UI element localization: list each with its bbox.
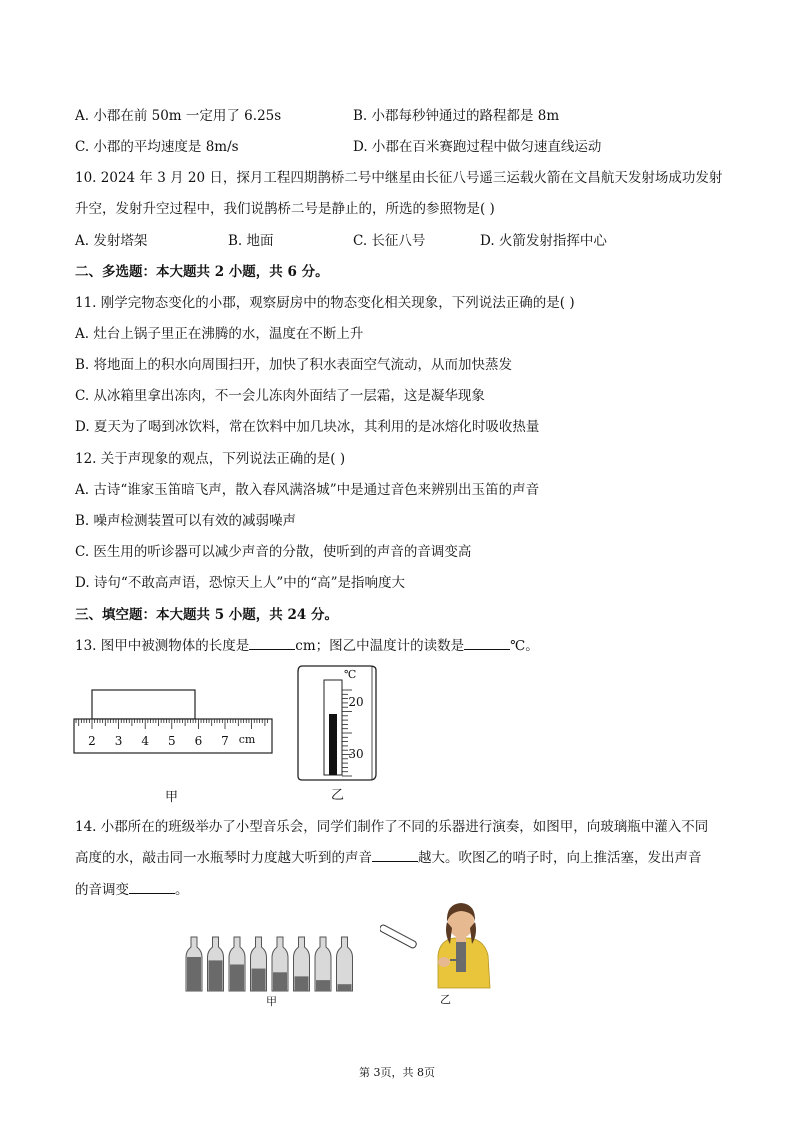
water-bottle	[186, 937, 202, 991]
ruler-label: 3	[114, 734, 123, 748]
q11-option-d: D. 夏天为了喝到冰饮料，常在饮料中加几块冰，其利用的是冰熔化时吸收热量	[75, 419, 540, 435]
ruler-label: 7	[221, 734, 229, 748]
ruler-figure	[72, 688, 277, 758]
q11-option-c: C. 从冰箱里拿出冻肉，不一会儿冻肉外面结了一层霜，这是凝华现象	[75, 388, 485, 404]
water-bottle	[229, 937, 245, 991]
q14-caption-b: 乙	[440, 993, 451, 1006]
water-bottles-figure	[182, 935, 360, 995]
q11-stem: 11. 刚学完物态变化的小郡，观察厨房中的物态变化相关现象，下列说法正确的是( )	[75, 295, 575, 311]
q10-stem-line1: 10. 2024 年 3 月 20 日，探月工程四期鹊桥二号中继星由长征八号遥三运载火箭在文昌航天发射场成功发射	[75, 170, 723, 186]
section-heading-fill-in: 三、填空题：本大题共 5 小题，共 24 分。	[75, 607, 338, 623]
thermometer-label: 20	[348, 695, 364, 709]
q13-text-3: ℃。	[510, 638, 539, 654]
q13-blank-temperature[interactable]	[464, 637, 510, 650]
q14-text-3a: 的音调变	[75, 882, 129, 898]
ruler-label: 6	[194, 734, 203, 748]
thermometer-label: 30	[348, 747, 364, 761]
q9-option-b: B. 小郡每秒钟通过的路程都是 8m	[353, 108, 560, 124]
q12-option-a: A. 古诗“谁家玉笛暗飞声，散入春风满洛城”中是通过音色来辨别出玉笛的声音	[75, 482, 540, 498]
q13-text-1: 13. 图甲中被测物体的长度是	[75, 638, 250, 654]
q12-option-d: D. 诗句“不敢高声语，恐惊天上人”中的“高”是指响度大	[75, 575, 406, 591]
water-bottle	[315, 937, 331, 991]
page-number-footer: 第 3页，共 8页	[359, 1066, 435, 1079]
thermometer-unit: ℃	[344, 668, 357, 681]
water-bottle	[251, 937, 267, 991]
q14-stem-line1: 14. 小郡所在的班级举办了小型音乐会，同学们制作了不同的乐器进行演奏，如图甲，向玻璃瓶中灌入不同	[75, 819, 709, 835]
section-heading-multiple-choice: 二、多选题：本大题共 2 小题，共 6 分。	[75, 264, 329, 280]
q14-text-2b: 越大。吹图乙的哨子时，向上推活塞，发出声音	[418, 850, 702, 866]
q14-stem-line2	[75, 846, 702, 866]
q9-option-d: D. 小郡在百米赛跑过程中做匀速直线运动	[353, 139, 602, 155]
q14-blank-pitch[interactable]	[129, 881, 175, 894]
q13-stem	[75, 634, 539, 654]
mercury-column	[329, 714, 337, 775]
q13-caption-a: 甲	[165, 790, 179, 805]
q13-blank-length[interactable]	[249, 637, 295, 650]
ruler-label: 2	[88, 734, 96, 748]
q11-option-a: A. 灶台上锅子里正在沸腾的水，温度在不断上升	[75, 326, 364, 342]
q11-option-b: B. 将地面上的积水向周围扫开，加快了积水表面空气流动，从而加快蒸发	[75, 357, 513, 373]
thermometer-figure	[296, 664, 378, 782]
q10-option-c: C. 长征八号	[353, 233, 426, 249]
q14-text-2a: 高度的水，敲击同一水瓶琴时力度越大听到的声音	[75, 850, 372, 866]
q10-option-d: D. 火箭发射指挥中心	[480, 233, 607, 249]
q12-option-b: B. 噪声检测装置可以有效的减弱噪声	[75, 513, 297, 529]
q14-stem-line3	[75, 878, 189, 898]
ruler-label: 5	[167, 734, 176, 748]
q14-text-3b: 。	[175, 882, 189, 898]
q13-text-2: cm；图乙中温度计的读数是	[295, 638, 465, 654]
water-bottle	[208, 937, 224, 991]
q14-blank-loudness[interactable]	[372, 849, 418, 862]
slide-whistle-icon	[380, 924, 417, 949]
girl-icon	[438, 903, 490, 988]
q10-option-a: A. 发射塔架	[75, 233, 148, 249]
water-bottle	[272, 937, 288, 991]
q10-option-b: B. 地面	[228, 233, 274, 249]
q9-option-a: A. 小郡在前 50m 一定用了 6.25s	[75, 108, 282, 124]
q13-caption-b: 乙	[331, 788, 345, 803]
girl-whistle-figure	[380, 900, 495, 990]
q10-stem-line2: 升空，发射升空过程中，我们说鹊桥二号是静止的，所选的参照物是( )	[75, 201, 495, 217]
measured-object	[92, 690, 195, 719]
q14-caption-a: 甲	[266, 995, 277, 1008]
ruler-unit: cm	[238, 733, 256, 746]
q12-option-c: C. 医生用的听诊器可以减少声音的分散，使听到的声音的音调变高	[75, 544, 472, 560]
ruler-label: 4	[141, 734, 150, 748]
water-bottle	[294, 937, 310, 991]
water-bottle	[337, 937, 353, 991]
bottles-group	[186, 937, 353, 991]
q9-option-c: C. 小郡的平均速度是 8m/s	[75, 139, 239, 155]
q12-stem: 12. 关于声现象的观点，下列说法正确的是( )	[75, 451, 346, 467]
